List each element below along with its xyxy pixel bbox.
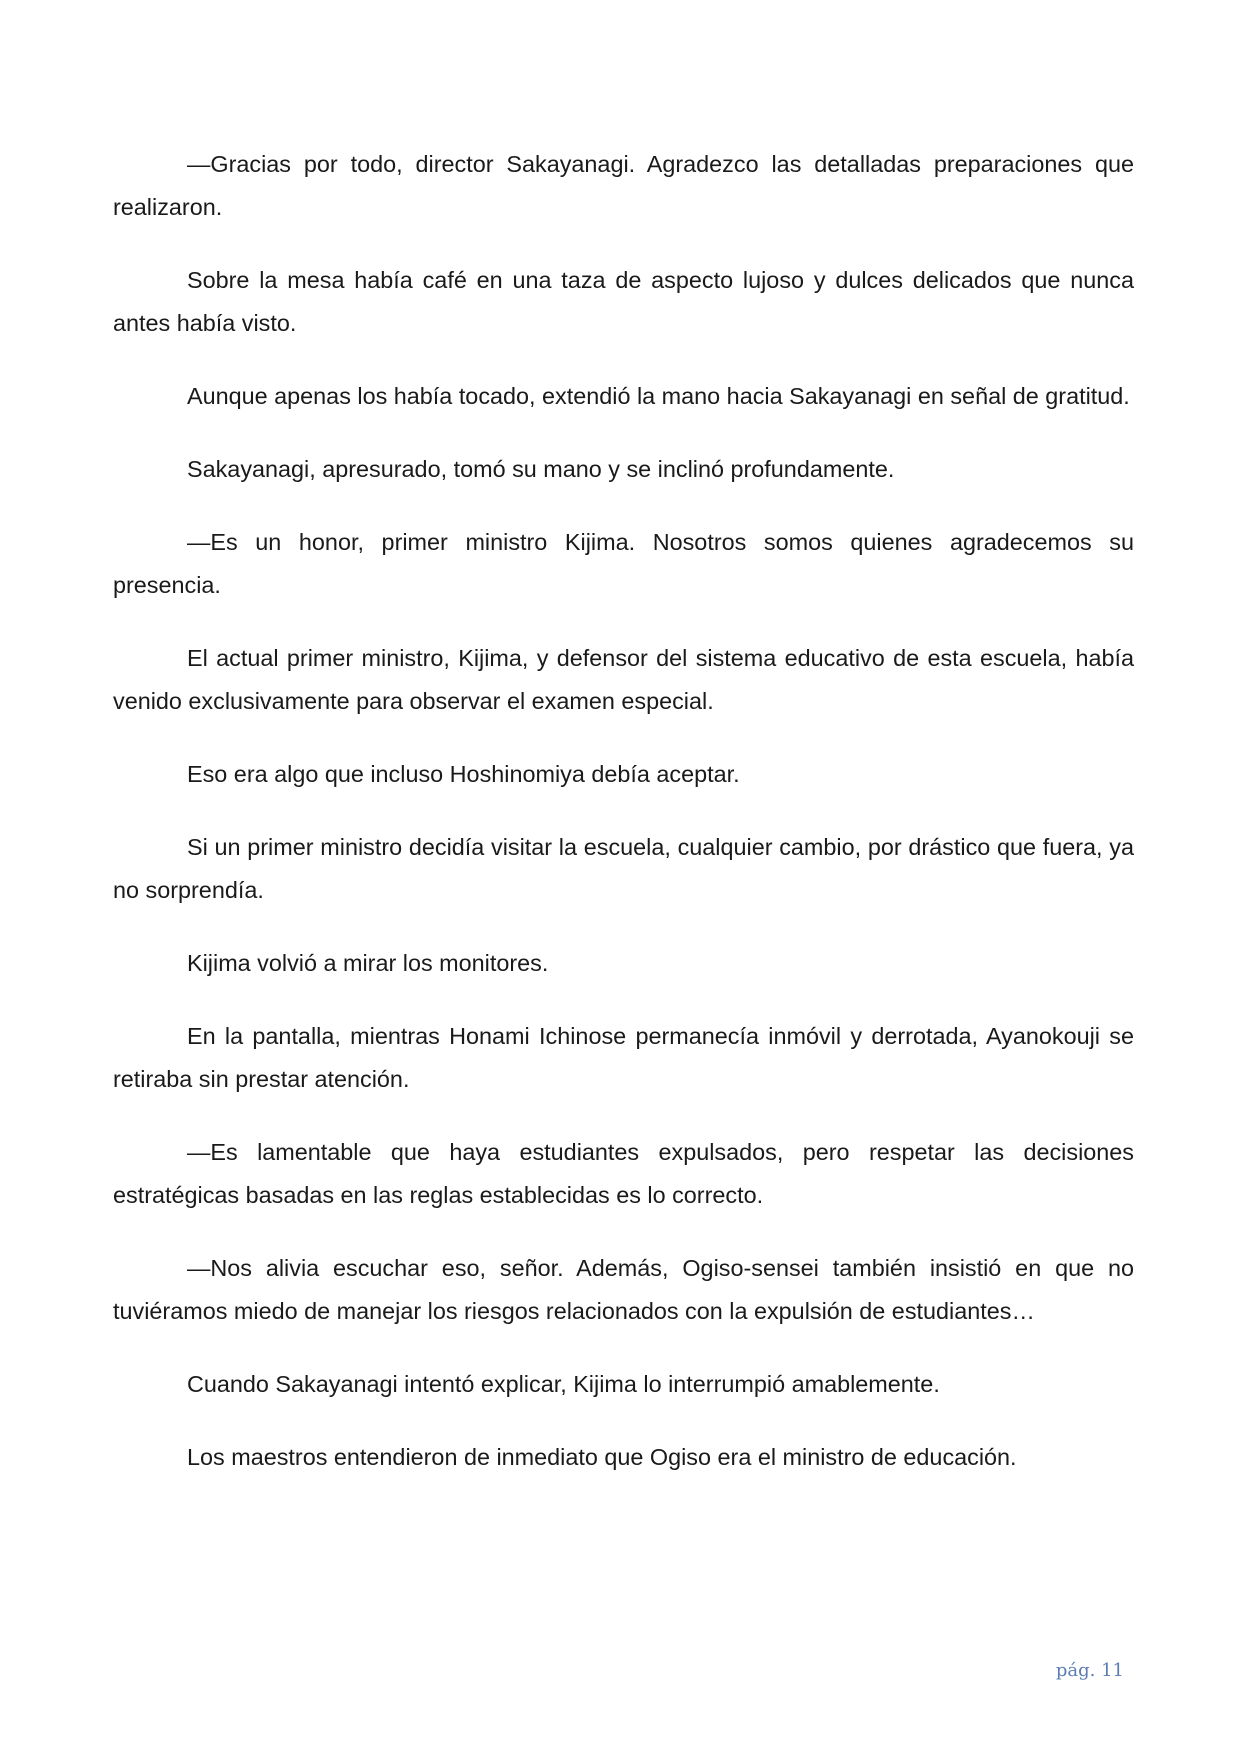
document-body bbox=[113, 143, 1134, 1509]
paragraph: En la pantalla, mientras Honami Ichinose permanecía inmóvil y derrotada, Ayanokouji se retiraba sin prestar atención. bbox=[113, 1023, 1134, 1092]
paragraph: Sobre la mesa había café en una taza de aspecto lujoso y dulces delicados que nunca antes había visto. bbox=[113, 267, 1134, 336]
page-number: pág. 11 bbox=[1055, 1660, 1124, 1681]
paragraph: Kijima volvió a mirar los monitores. bbox=[187, 950, 549, 976]
paragraph: —Es un honor, primer ministro Kijima. Nosotros somos quienes agradecemos su presencia. bbox=[113, 529, 1134, 598]
paragraph: Aunque apenas los había tocado, extendió la mano hacia Sakayanagi en señal de gratitud. bbox=[187, 383, 1130, 409]
paragraph: —Nos alivia escuchar eso, señor. Además, Ogiso-sensei también insistió en que no tuviéramos miedo de manejar los riesgos relacionados con la expulsión de estudiantes… bbox=[113, 1255, 1134, 1324]
paragraph: Si un primer ministro decidía visitar la escuela, cualquier cambio, por drástico que fuera, ya no sorprendía. bbox=[113, 834, 1134, 903]
paragraph: —Es lamentable que haya estudiantes expulsados, pero respetar las decisiones estratégicas basadas en las reglas establecidas es lo correcto. bbox=[113, 1139, 1134, 1208]
paragraph: El actual primer ministro, Kijima, y defensor del sistema educativo de esta escuela, había venido exclusivamente para observar el examen especial. bbox=[113, 645, 1134, 714]
paragraph: Los maestros entendieron de inmediato que Ogiso era el ministro de educación. bbox=[187, 1444, 1017, 1470]
paragraph: —Gracias por todo, director Sakayanagi. Agradezco las detalladas preparaciones que realizaron. bbox=[113, 151, 1134, 220]
paragraph: Cuando Sakayanagi intentó explicar, Kijima lo interrumpió amablemente. bbox=[187, 1371, 940, 1397]
paragraph: Eso era algo que incluso Hoshinomiya debía aceptar. bbox=[187, 761, 740, 787]
paragraph: Sakayanagi, apresurado, tomó su mano y se inclinó profundamente. bbox=[187, 456, 895, 482]
